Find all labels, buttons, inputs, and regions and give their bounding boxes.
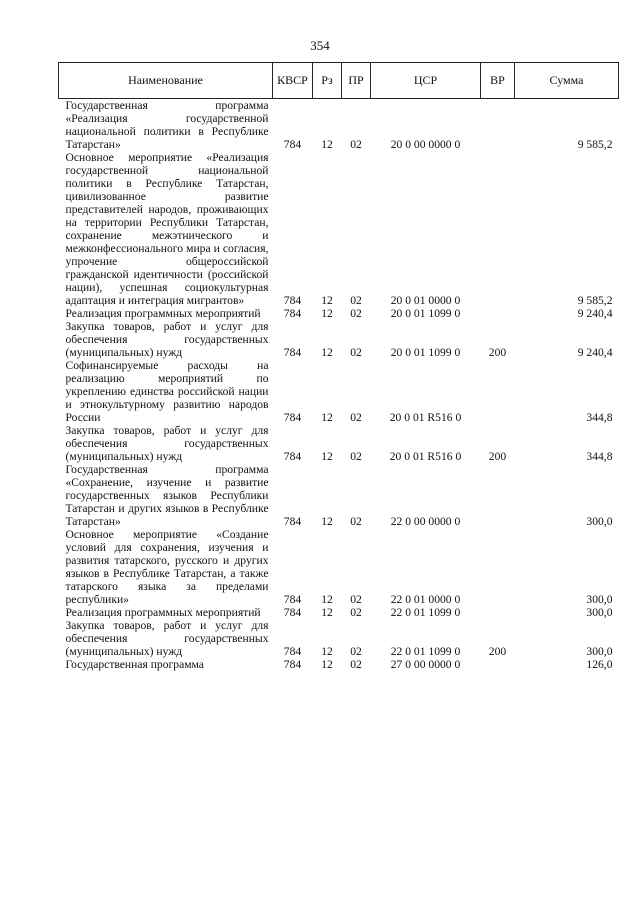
row-pr: 02 bbox=[350, 645, 362, 658]
row-name: Государственная программа «Реализация государственной национальной политики в Республике Татарстан» bbox=[65, 99, 269, 151]
budget-table bbox=[58, 62, 619, 671]
row-pr: 02 bbox=[350, 593, 362, 606]
table-row bbox=[59, 606, 619, 619]
row-vr bbox=[481, 463, 515, 528]
row-vr bbox=[481, 151, 515, 307]
row-vr bbox=[481, 99, 515, 152]
header-name: Наименование bbox=[59, 63, 273, 99]
row-csr: 22 0 01 1099 0 bbox=[390, 606, 461, 619]
table-row bbox=[59, 320, 619, 359]
row-vr bbox=[481, 359, 515, 424]
row-rz: 12 bbox=[321, 411, 333, 424]
page-number: 354 bbox=[310, 38, 330, 53]
row-kvsr: 784 bbox=[283, 593, 302, 606]
row-rz: 12 bbox=[321, 346, 333, 359]
row-kvsr: 784 bbox=[283, 411, 302, 424]
row-rz: 12 bbox=[321, 645, 333, 658]
row-name: Реализация программных мероприятий bbox=[65, 307, 261, 320]
row-kvsr: 784 bbox=[283, 294, 302, 307]
row-vr bbox=[481, 658, 515, 671]
row-name: Основное мероприятие «Реализация государственной национальной политики в Республике Татарстан, цивилизованное развитие представителей народов, проживающих на территории Республики Татарстан, сохранение межэтнического и межконфессионального мира и согласия, упрочение общероссийской гражданской идентичности (российской нации), успешная социокультурная адаптация и интеграция мигрантов» bbox=[65, 151, 269, 307]
row-kvsr: 784 bbox=[283, 645, 302, 658]
row-rz: 12 bbox=[321, 658, 333, 671]
row-csr: 22 0 01 1099 0 bbox=[390, 645, 461, 658]
table-row bbox=[59, 463, 619, 528]
header-csr: ЦСР bbox=[371, 63, 481, 99]
header-kvsr: КВСР bbox=[273, 63, 313, 99]
row-kvsr: 784 bbox=[283, 138, 302, 151]
table-row bbox=[59, 619, 619, 658]
row-csr: 27 0 00 0000 0 bbox=[390, 658, 461, 671]
row-kvsr: 784 bbox=[283, 658, 302, 671]
row-sum: 126,0 bbox=[586, 658, 613, 671]
table-row bbox=[59, 99, 619, 152]
row-rz: 12 bbox=[321, 450, 333, 463]
row-pr: 02 bbox=[350, 294, 362, 307]
header-vr: ВР bbox=[481, 63, 515, 99]
row-sum: 344,8 bbox=[586, 450, 613, 463]
row-pr: 02 bbox=[350, 606, 362, 619]
row-kvsr: 784 bbox=[283, 307, 302, 320]
row-name: Закупка товаров, работ и услуг для обеспечения государственных (муниципальных) нужд bbox=[65, 320, 269, 359]
header-pr: ПР bbox=[342, 63, 371, 99]
row-vr: 200 bbox=[488, 645, 507, 658]
row-csr: 20 0 01 R516 0 bbox=[389, 450, 462, 463]
row-rz: 12 bbox=[321, 593, 333, 606]
row-vr: 200 bbox=[488, 346, 507, 359]
row-vr: 200 bbox=[488, 450, 507, 463]
row-sum: 9 585,2 bbox=[577, 294, 613, 307]
row-csr: 20 0 01 1099 0 bbox=[390, 346, 461, 359]
table-body bbox=[59, 99, 619, 672]
row-pr: 02 bbox=[350, 138, 362, 151]
row-rz: 12 bbox=[321, 294, 333, 307]
row-sum: 300,0 bbox=[586, 606, 613, 619]
row-name: Государственная программа «Сохранение, изучение и развитие государственных языков Республики Татарстан и других языков в Республике Татарстан» bbox=[65, 463, 269, 528]
table-row bbox=[59, 424, 619, 463]
row-vr bbox=[481, 606, 515, 619]
row-kvsr: 784 bbox=[283, 606, 302, 619]
row-pr: 02 bbox=[350, 658, 362, 671]
row-name: Закупка товаров, работ и услуг для обеспечения государственных (муниципальных) нужд bbox=[65, 424, 269, 463]
row-csr: 20 0 00 0000 0 bbox=[390, 138, 461, 151]
row-rz: 12 bbox=[321, 606, 333, 619]
table-row bbox=[59, 528, 619, 606]
row-pr: 02 bbox=[350, 411, 362, 424]
table-row bbox=[59, 307, 619, 320]
row-name: Софинансируемые расходы на реализацию мероприятий по укреплению единства российской нации и этнокультурному развитию народов России bbox=[65, 359, 269, 424]
row-rz: 12 bbox=[321, 515, 333, 528]
row-pr: 02 bbox=[350, 515, 362, 528]
row-pr: 02 bbox=[350, 346, 362, 359]
row-name: Государственная программа bbox=[65, 658, 204, 671]
row-kvsr: 784 bbox=[283, 450, 302, 463]
row-sum: 9 585,2 bbox=[577, 138, 613, 151]
row-kvsr: 784 bbox=[283, 346, 302, 359]
table-row bbox=[59, 658, 619, 671]
row-csr: 22 0 01 0000 0 bbox=[390, 593, 461, 606]
row-sum: 9 240,4 bbox=[577, 307, 613, 320]
row-vr bbox=[481, 307, 515, 320]
row-rz: 12 bbox=[321, 138, 333, 151]
table-row bbox=[59, 359, 619, 424]
row-name: Реализация программных мероприятий bbox=[65, 606, 261, 619]
table-row bbox=[59, 151, 619, 307]
row-csr: 22 0 00 0000 0 bbox=[390, 515, 461, 528]
row-name: Основное мероприятие «Создание условий для сохранения, изучения и развития татарского, русского и других языков в Республике Татарстан, а также татарского языка за пределами республики» bbox=[65, 528, 269, 606]
row-csr: 20 0 01 R516 0 bbox=[389, 411, 462, 424]
row-kvsr: 784 bbox=[283, 515, 302, 528]
row-rz: 12 bbox=[321, 307, 333, 320]
table-header-row bbox=[59, 63, 619, 99]
row-sum: 300,0 bbox=[586, 593, 613, 606]
row-name: Закупка товаров, работ и услуг для обеспечения государственных (муниципальных) нужд bbox=[65, 619, 269, 658]
row-sum: 344,8 bbox=[586, 411, 613, 424]
row-csr: 20 0 01 1099 0 bbox=[390, 307, 461, 320]
row-csr: 20 0 01 0000 0 bbox=[390, 294, 461, 307]
header-rz: Рз bbox=[313, 63, 342, 99]
row-sum: 300,0 bbox=[586, 645, 613, 658]
row-sum: 300,0 bbox=[586, 515, 613, 528]
row-vr bbox=[481, 528, 515, 606]
row-pr: 02 bbox=[350, 307, 362, 320]
row-pr: 02 bbox=[350, 450, 362, 463]
header-sum: Сумма bbox=[515, 63, 619, 99]
row-sum: 9 240,4 bbox=[577, 346, 613, 359]
